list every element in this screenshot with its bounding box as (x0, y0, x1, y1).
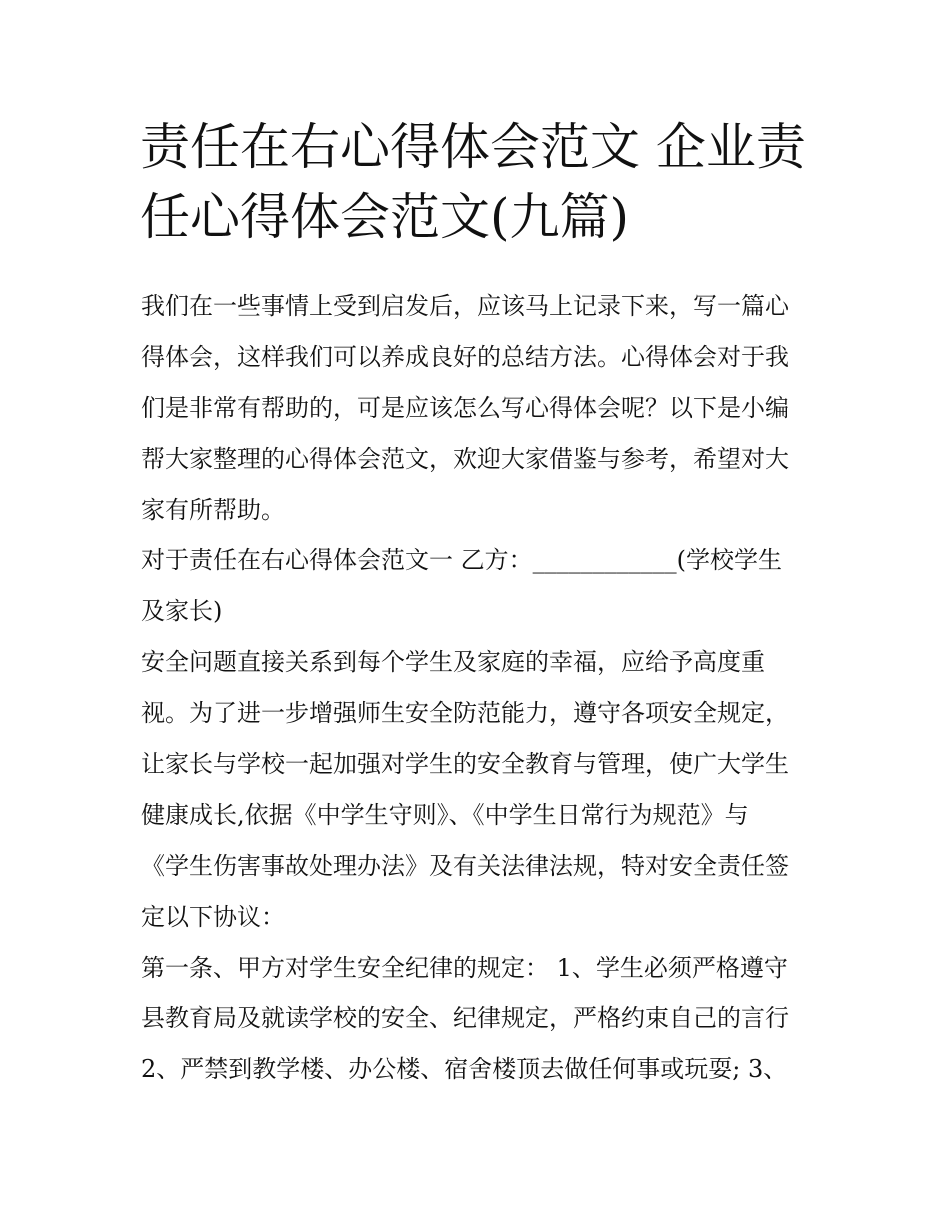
body-line: 《学生伤害事故处理办法》及有关法律法规，特对安全责任签 (141, 851, 789, 880)
body-line: 县教育局及就读学校的安全、纪律规定，严格约束自己的言行 (141, 1004, 789, 1033)
document-title (140, 112, 820, 252)
title-line: 责任在右心得体会范文 企业责 (140, 118, 806, 176)
body-line: 及家长) (141, 597, 223, 626)
body-line: 让家长与学校一起加强对学生的安全教育与管理，使广大学生 (141, 750, 789, 779)
body-line: 定以下协议： (141, 902, 285, 931)
body-line: 得体会，这样我们可以养成良好的总结方法。心得体会对于我 (141, 342, 789, 371)
body-line: 安全问题直接关系到每个学生及家庭的幸福，应给予高度重 (141, 648, 765, 677)
body-line: 健康成长,依据《中学生守则》、《中学生日常行为规范》与 (141, 800, 749, 829)
body-line: 2、严禁到教学楼、办公楼、宿舍楼顶去做任何事或玩耍; 3、 (141, 1055, 788, 1084)
body-line: 帮大家整理的心得体会范文，欢迎大家借鉴与参考，希望对大 (141, 444, 789, 473)
body-line: 第一条、甲方对学生安全纪律的规定： 1、学生必须严格遵守 (141, 953, 788, 982)
body-line: 我们在一些事情上受到启发后，应该马上记录下来，写一篇心 (141, 292, 789, 320)
body-line: 对于责任在右心得体会范文一 乙方：____________(学校学生 (141, 546, 782, 575)
document-body (141, 281, 821, 1095)
body-line: 家有所帮助。 (141, 495, 285, 524)
body-line: 视。为了进一步增强师生安全防范能力，遵守各项安全规定， (141, 699, 789, 728)
body-line: 们是非常有帮助的，可是应该怎么写心得体会呢？以下是小编 (141, 393, 789, 422)
title-line: 任心得体会范文(九篇) (140, 188, 630, 246)
